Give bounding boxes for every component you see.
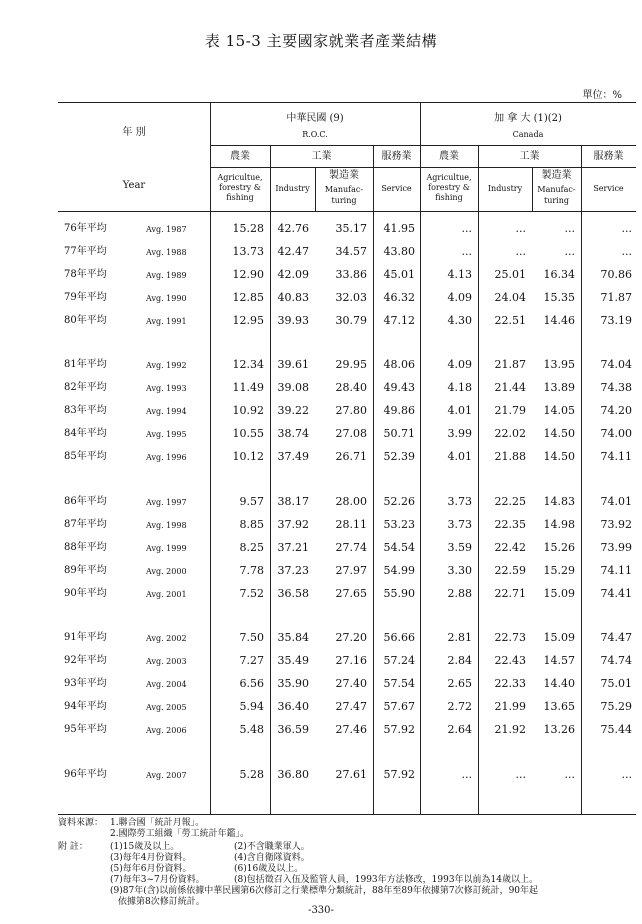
table-cell: 3.73 [447, 518, 472, 531]
table-cell: 42.47 [277, 245, 309, 258]
table-cell: 15.35 [543, 291, 575, 304]
note-1: (1)15歲及以上。 [110, 842, 180, 852]
table-cell: 3.73 [447, 495, 472, 508]
table-cell: 37.92 [277, 518, 309, 531]
table-cell: 52.26 [383, 495, 415, 508]
roc-service-en: Service [381, 184, 412, 193]
table-cell: 13.95 [543, 358, 575, 371]
row-year-en: Avg. 1997 [146, 498, 187, 507]
ca-agri-en-2: forestry & [428, 183, 470, 192]
table-cell: 21.99 [494, 700, 526, 713]
table-cell: 74.01 [600, 495, 632, 508]
table-cell: 2.84 [447, 654, 472, 667]
table-cell: 70.86 [600, 268, 632, 281]
table-cell: 7.78 [239, 564, 264, 577]
table-cell: ... [564, 222, 575, 235]
table-cell: 36.58 [277, 587, 309, 600]
roc-agri-en-1: Agricultue, [217, 173, 263, 182]
table-cell: 40.83 [277, 291, 309, 304]
table-cell: 22.33 [494, 677, 526, 690]
row-year-en: Avg. 1988 [146, 248, 187, 257]
table-cell: 24.04 [494, 291, 526, 304]
table-cell: 13.73 [232, 245, 264, 258]
table-cell: 12.90 [232, 268, 264, 281]
table-cell: 22.71 [494, 587, 526, 600]
table-cell: 22.02 [494, 427, 526, 440]
table-cell: 27.97 [335, 564, 367, 577]
table-cell: 36.59 [277, 723, 309, 736]
table-cell: 38.17 [277, 495, 309, 508]
source-2: 2.國際勞工組織「勞工統計年鑑」。 [110, 829, 250, 839]
table-cell: 10.12 [232, 450, 264, 463]
table-cell: 4.01 [447, 450, 472, 463]
table-cell: 73.99 [600, 541, 632, 554]
ca-agri-zh: 農業 [439, 151, 459, 162]
table-cell: 4.01 [447, 404, 472, 417]
table-cell: 21.92 [494, 723, 526, 736]
table-cell: 3.99 [447, 427, 472, 440]
table-cell: 57.24 [383, 654, 415, 667]
row-year-en: Avg. 2006 [146, 726, 187, 735]
table-cell: 26.71 [335, 450, 367, 463]
table-cell: 2.64 [447, 723, 472, 736]
table-cell: 28.00 [335, 495, 367, 508]
table-cell: 6.56 [239, 677, 264, 690]
table-cell: 36.80 [277, 768, 309, 781]
note-2: (2)不含職業軍人。 [234, 842, 310, 852]
roc-name-en: R.O.C. [302, 130, 328, 139]
row-year-zh: 90年平均 [64, 588, 107, 599]
ca-service-zh: 服務業 [593, 151, 624, 162]
table-cell: 2.88 [447, 587, 472, 600]
table-cell: 47.12 [383, 314, 415, 327]
table-cell: 22.25 [494, 495, 526, 508]
table-cell: 14.50 [543, 450, 575, 463]
row-year-en: Avg. 1987 [146, 225, 187, 234]
table-cell: 12.95 [232, 314, 264, 327]
note-9-line-1: (9)87年(含)以前係依據中華民國第6次修訂之行業標準分類統計，88年至89年依據第7次修訂統計，90年起 [110, 886, 539, 896]
table-cell: 46.32 [383, 291, 415, 304]
table-cell: 4.18 [447, 381, 472, 394]
row-year-en: Avg. 2007 [146, 771, 187, 780]
row-year-zh: 77年平均 [64, 246, 107, 257]
table-cell: 37.21 [277, 541, 309, 554]
row-year-en: Avg. 1991 [146, 317, 187, 326]
row-year-zh: 96年平均 [64, 769, 107, 780]
table-cell: 27.40 [335, 677, 367, 690]
table-cell: 73.92 [600, 518, 632, 531]
table-cell: ... [461, 222, 472, 235]
year-header-en: Year [122, 180, 146, 191]
row-year-zh: 83年平均 [64, 405, 107, 416]
row-year-zh: 92年平均 [64, 655, 107, 666]
table-cell: 16.34 [543, 268, 575, 281]
table-cell: ... [564, 245, 575, 258]
table-cell: 57.67 [383, 700, 415, 713]
table-cell: 54.54 [383, 541, 415, 554]
source-label: 資料來源： [58, 818, 104, 828]
table-cell: 22.35 [494, 518, 526, 531]
table-cell: 11.49 [232, 381, 264, 394]
table-cell: 73.19 [600, 314, 632, 327]
roc-agri-en-3: fishing [226, 193, 254, 202]
table-cell: 54.99 [383, 564, 415, 577]
row-year-en: Avg. 1994 [146, 407, 187, 416]
roc-agri-zh: 農業 [230, 151, 250, 162]
row-year-zh: 80年平均 [64, 315, 107, 326]
table-cell: 21.88 [494, 450, 526, 463]
canada-name-en: Canada [512, 130, 544, 139]
table-cell: 74.41 [600, 587, 632, 600]
row-year-zh: 93年平均 [64, 678, 107, 689]
table-cell: 21.87 [494, 358, 526, 371]
table-cell: 35.84 [277, 631, 309, 644]
table-cell: 14.46 [543, 314, 575, 327]
row-year-zh: 86年平均 [64, 496, 107, 507]
row-year-en: Avg. 2001 [146, 590, 187, 599]
table-cell: 33.86 [335, 268, 367, 281]
roc-agri-en-2: forestry & [219, 183, 261, 192]
table-cell: 28.11 [335, 518, 367, 531]
table-cell: 22.43 [494, 654, 526, 667]
table-cell: 35.17 [335, 222, 367, 235]
roc-manu-en-1: Manufac- [324, 185, 364, 194]
table-cell: ... [515, 222, 526, 235]
row-year-zh: 87年平均 [64, 519, 107, 530]
table-cell: 38.74 [277, 427, 309, 440]
row-year-en: Avg. 1996 [146, 453, 187, 462]
table-cell: 12.85 [232, 291, 264, 304]
table-cell: 36.40 [277, 700, 309, 713]
note-9-line-2: 依據第8次修訂統計。 [118, 897, 205, 907]
table-cell: 27.61 [335, 768, 367, 781]
table-cell: 27.65 [335, 587, 367, 600]
table-cell: 15.29 [543, 564, 575, 577]
table-cell: 22.73 [494, 631, 526, 644]
table-cell: 71.87 [600, 291, 632, 304]
table-cell: ... [461, 245, 472, 258]
table-cell: 52.39 [383, 450, 415, 463]
year-header-zh: 年 別 [122, 127, 146, 138]
table-cell: 42.76 [277, 222, 309, 235]
unit-label: 單位：% [582, 90, 622, 101]
table-cell: 22.42 [494, 541, 526, 554]
table-cell: 4.13 [447, 268, 472, 281]
table-cell: 35.49 [277, 654, 309, 667]
table-cell: 4.09 [447, 291, 472, 304]
roc-manu-en-2: turing [331, 196, 357, 205]
table-cell: 14.05 [543, 404, 575, 417]
table-cell: 34.57 [335, 245, 367, 258]
table-cell: 27.47 [335, 700, 367, 713]
row-year-zh: 76年平均 [64, 223, 107, 234]
table-cell: 37.23 [277, 564, 309, 577]
table-cell: 42.09 [277, 268, 309, 281]
row-year-zh: 88年平均 [64, 542, 107, 553]
table-cell: 55.90 [383, 587, 415, 600]
table-cell: 49.86 [383, 404, 415, 417]
table-cell: 39.93 [277, 314, 309, 327]
table-cell: 53.23 [383, 518, 415, 531]
table-cell: 9.57 [239, 495, 264, 508]
table-cell: 3.59 [447, 541, 472, 554]
table-cell: ... [621, 245, 632, 258]
table-cell: ... [515, 245, 526, 258]
table-cell: 74.00 [600, 427, 632, 440]
table-cell: 49.43 [383, 381, 415, 394]
table-cell: ... [621, 768, 632, 781]
ca-agri-en-1: Agricultue, [426, 173, 472, 182]
table-cell: 14.40 [543, 677, 575, 690]
table-cell: 8.85 [239, 518, 264, 531]
table-cell: 56.66 [383, 631, 415, 644]
roc-manu-zh: 製造業 [329, 170, 359, 181]
row-year-zh: 78年平均 [64, 269, 107, 280]
table-cell: 22.59 [494, 564, 526, 577]
table-cell: 15.28 [232, 222, 264, 235]
table-cell: 75.29 [600, 700, 632, 713]
table-cell: 2.65 [447, 677, 472, 690]
table-cell: 39.22 [277, 404, 309, 417]
table-cell: 4.30 [447, 314, 472, 327]
table-cell: 7.27 [239, 654, 264, 667]
table-cell: 74.11 [600, 564, 632, 577]
table-cell: 32.03 [335, 291, 367, 304]
table-cell: 28.40 [335, 381, 367, 394]
table-cell: 30.79 [335, 314, 367, 327]
ca-industry-zh: 工業 [519, 151, 540, 162]
ca-agri-en-3: fishing [435, 193, 463, 202]
row-year-en: Avg. 1989 [146, 271, 187, 280]
table-cell: 27.08 [335, 427, 367, 440]
row-year-zh: 79年平均 [64, 292, 107, 303]
source-1: 1.聯合國「統計月報」。 [110, 818, 205, 828]
row-year-en: Avg. 1992 [146, 361, 187, 370]
row-year-zh: 82年平均 [64, 382, 107, 393]
roc-service-zh: 服務業 [381, 151, 412, 162]
table-cell: 27.16 [335, 654, 367, 667]
row-year-zh: 84年平均 [64, 428, 107, 439]
row-year-zh: 95年平均 [64, 724, 107, 735]
table-cell: 10.92 [232, 404, 264, 417]
table-cell: 57.92 [383, 768, 415, 781]
row-year-zh: 91年平均 [64, 632, 107, 643]
note-6: (6)16歲及以上。 [234, 864, 304, 874]
table-cell: 15.26 [543, 541, 575, 554]
table-cell: 50.71 [383, 427, 415, 440]
table-cell: 13.89 [543, 381, 575, 394]
table-cell: 43.80 [383, 245, 415, 258]
row-year-en: Avg. 1995 [146, 430, 187, 439]
table-cell: ... [621, 222, 632, 235]
table-cell: 74.38 [600, 381, 632, 394]
table-cell: ... [515, 768, 526, 781]
ca-manu-zh: 製造業 [541, 170, 572, 181]
table-cell: 57.92 [383, 723, 415, 736]
ca-manu-en-2: turing [543, 196, 570, 205]
ca-manu-en-1: Manufac- [537, 185, 576, 194]
table-cell: 48.06 [383, 358, 415, 371]
note-4: (4)含自衛隊資料。 [234, 853, 310, 863]
row-year-en: Avg. 1999 [146, 544, 187, 553]
note-7: (7)每年3~7月份資料。 [110, 875, 205, 885]
table-cell: 15.09 [543, 631, 575, 644]
table-cell: 41.95 [383, 222, 415, 235]
table-cell: 57.54 [383, 677, 415, 690]
table-cell: 45.01 [383, 268, 415, 281]
canada-name-zh: 加 拿 大 (1)(2) [494, 113, 562, 124]
data-table [58, 102, 636, 815]
table-cell: 5.28 [239, 768, 264, 781]
table-cell: 5.48 [239, 723, 264, 736]
table-cell: 13.65 [543, 700, 575, 713]
note-5: (5)每年6月份資料。 [110, 864, 192, 874]
remark-label: 附 註： [58, 842, 88, 852]
table-cell: 27.46 [335, 723, 367, 736]
ca-industry-en: Industry [487, 184, 523, 193]
table-cell: 25.01 [494, 268, 526, 281]
table-cell: 14.50 [543, 427, 575, 440]
table-cell: 74.11 [600, 450, 632, 463]
row-year-en: Avg. 1998 [146, 521, 187, 530]
table-cell: 74.47 [600, 631, 632, 644]
table-cell: 21.44 [494, 381, 526, 394]
table-cell: 14.98 [543, 518, 575, 531]
table-cell: 37.49 [277, 450, 309, 463]
row-year-en: Avg. 2002 [146, 634, 187, 643]
table-cell: 74.04 [600, 358, 632, 371]
row-year-en: Avg. 1993 [146, 384, 187, 393]
note-8: (8)包括徵召入伍及監管人員，1993年方法修改，1993年以前為14歲以上。 [234, 875, 539, 885]
table-cell: 4.09 [447, 358, 472, 371]
table-cell: 13.26 [543, 723, 575, 736]
table-cell: 27.80 [335, 404, 367, 417]
table-cell: 39.08 [277, 381, 309, 394]
table-cell: 14.57 [543, 654, 575, 667]
row-year-en: Avg. 2003 [146, 657, 187, 666]
table-cell: 74.20 [600, 404, 632, 417]
table-cell: 7.50 [239, 631, 264, 644]
table-cell: 5.94 [239, 700, 264, 713]
page-number: -330- [308, 905, 334, 916]
table-cell: 27.20 [335, 631, 367, 644]
roc-industry-en: Industry [275, 184, 310, 193]
row-year-zh: 89年平均 [64, 565, 107, 576]
table-cell: 74.74 [600, 654, 632, 667]
row-year-zh: 94年平均 [64, 701, 107, 712]
page-title: 表 15-3 主要國家就業者產業結構 [204, 32, 438, 50]
table-cell: 14.83 [543, 495, 575, 508]
table-cell: 39.61 [277, 358, 309, 371]
table-cell: 8.25 [239, 541, 264, 554]
table-cell: 15.09 [543, 587, 575, 600]
table-cell: 27.74 [335, 541, 367, 554]
table-cell: 75.01 [600, 677, 632, 690]
row-year-en: Avg. 2004 [146, 680, 187, 689]
table-cell: 10.55 [232, 427, 264, 440]
table-cell: 35.90 [277, 677, 309, 690]
table-cell: 22.51 [494, 314, 526, 327]
row-year-en: Avg. 1990 [146, 294, 187, 303]
table-cell: 29.95 [335, 358, 367, 371]
row-year-zh: 85年平均 [64, 451, 107, 462]
table-cell: 75.44 [600, 723, 632, 736]
roc-industry-zh: 工業 [311, 151, 332, 162]
table-cell: 7.52 [239, 587, 264, 600]
row-year-en: Avg. 2005 [146, 703, 187, 712]
table-cell: 12.34 [232, 358, 264, 371]
table-cell: ... [564, 768, 575, 781]
table-cell: 3.30 [447, 564, 472, 577]
table-cell: 2.72 [447, 700, 472, 713]
roc-name-zh: 中華民國 (9) [286, 113, 344, 124]
table-cell: 21.79 [494, 404, 526, 417]
note-3: (3)每年4月份資料。 [110, 853, 192, 863]
row-year-en: Avg. 2000 [146, 567, 187, 576]
table-cell: 2.81 [447, 631, 472, 644]
row-year-zh: 81年平均 [64, 359, 107, 370]
ca-service-en: Service [593, 184, 624, 193]
table-cell: ... [461, 768, 472, 781]
